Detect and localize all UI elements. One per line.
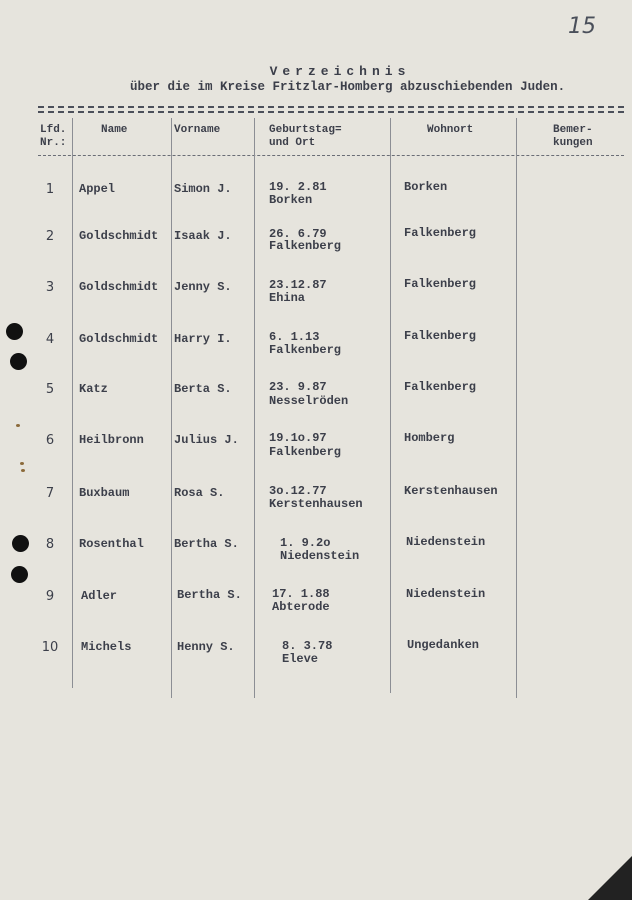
torn-corner (588, 856, 632, 900)
row-birth-place: Niedenstein (280, 549, 360, 563)
row-vorname: Simon J. (174, 182, 232, 196)
row-name: Appel (79, 182, 116, 196)
row-wohnort: Falkenberg (404, 329, 477, 343)
row-name: Michels (81, 640, 132, 654)
header-lfd-nr: Lfd. Nr.: (40, 124, 67, 149)
punch-hole (10, 353, 27, 370)
row-vorname: Rosa S. (174, 486, 225, 500)
row-vorname: Berta S. (174, 382, 232, 396)
document-subtitle: über die im Kreise Fritzlar-Homberg abzuschiebenden Juden. (130, 80, 566, 94)
row-birth-date: 6. 1.13 (269, 330, 320, 344)
row-birth-place: Ehina (269, 291, 306, 305)
row-number: 6 (45, 433, 55, 448)
row-birth-place: Eleve (282, 652, 319, 666)
paper-speck (16, 424, 20, 427)
row-wohnort: Niedenstein (406, 535, 486, 549)
column-divider (390, 118, 391, 693)
row-birth-date: 19.1o.97 (269, 431, 327, 445)
row-number: 1 (45, 182, 55, 197)
row-vorname: Henny S. (177, 640, 235, 654)
row-birth-place: Nesselröden (269, 394, 349, 408)
row-birth-place: Abterode (272, 600, 330, 614)
row-wohnort: Falkenberg (404, 226, 477, 240)
row-wohnort: Kerstenhausen (404, 484, 498, 498)
row-name: Goldschmidt (79, 229, 159, 243)
row-name: Rosenthal (79, 537, 144, 551)
header-name: Name (101, 124, 128, 136)
row-wohnort: Niedenstein (406, 587, 486, 601)
punch-hole (12, 535, 29, 552)
header-bemerkungen: Bemer- kungen (553, 124, 593, 149)
row-vorname: Harry I. (174, 332, 232, 346)
row-wohnort: Borken (404, 180, 448, 194)
header-vorname: Vorname (174, 124, 221, 136)
row-name: Katz (79, 382, 108, 396)
header-geburtstag: Geburtstag= und Ort (269, 124, 342, 149)
header-rule-second (38, 111, 624, 113)
row-number: 2 (45, 229, 55, 244)
page-number: 15 (568, 14, 596, 39)
row-name: Goldschmidt (79, 332, 159, 346)
row-birth-date: 8. 3.78 (282, 639, 333, 653)
punch-hole (11, 566, 28, 583)
row-birth-place: Borken (269, 193, 313, 207)
header-rule-bottom (38, 155, 624, 156)
row-birth-place: Falkenberg (269, 239, 342, 253)
paper-speck (20, 462, 24, 465)
document-title: Verzeichnis (269, 64, 411, 79)
row-birth-date: 23.12.87 (269, 278, 327, 292)
row-birth-place: Falkenberg (269, 343, 342, 357)
row-birth-place: Falkenberg (269, 445, 342, 459)
row-vorname: Julius J. (174, 433, 239, 447)
header-rule-top (38, 106, 624, 108)
row-name: Buxbaum (79, 486, 130, 500)
row-vorname: Bertha S. (177, 588, 242, 602)
row-number: 9 (45, 589, 55, 604)
row-vorname: Bertha S. (174, 537, 239, 551)
row-number: 8 (45, 537, 55, 552)
row-vorname: Jenny S. (174, 280, 232, 294)
column-divider (516, 118, 517, 698)
column-divider (254, 118, 255, 698)
row-wohnort: Ungedanken (407, 638, 480, 652)
column-divider (72, 118, 73, 688)
punch-hole (6, 323, 23, 340)
row-birth-place: Kerstenhausen (269, 497, 363, 511)
row-birth-date: 19. 2.81 (269, 180, 327, 194)
row-wohnort: Falkenberg (404, 380, 477, 394)
row-name: Goldschmidt (79, 280, 159, 294)
row-birth-date: 1. 9.2o (280, 536, 331, 550)
row-name: Heilbronn (79, 433, 144, 447)
row-birth-date: 3o.12.77 (269, 484, 327, 498)
header-wohnort: Wohnort (427, 124, 474, 136)
row-number: 7 (45, 486, 55, 501)
paper-speck (21, 469, 25, 472)
row-wohnort: Homberg (404, 431, 455, 445)
column-divider (171, 118, 172, 698)
row-birth-date: 17. 1.88 (272, 587, 330, 601)
row-number: 5 (45, 382, 55, 397)
row-vorname: Isaak J. (174, 229, 232, 243)
row-name: Adler (81, 589, 118, 603)
row-number: 4 (45, 332, 55, 347)
row-wohnort: Falkenberg (404, 277, 477, 291)
row-number: 3 (45, 280, 55, 295)
row-birth-date: 23. 9.87 (269, 380, 327, 394)
row-birth-date: 26. 6.79 (269, 227, 327, 241)
row-number: 10 (41, 640, 59, 655)
